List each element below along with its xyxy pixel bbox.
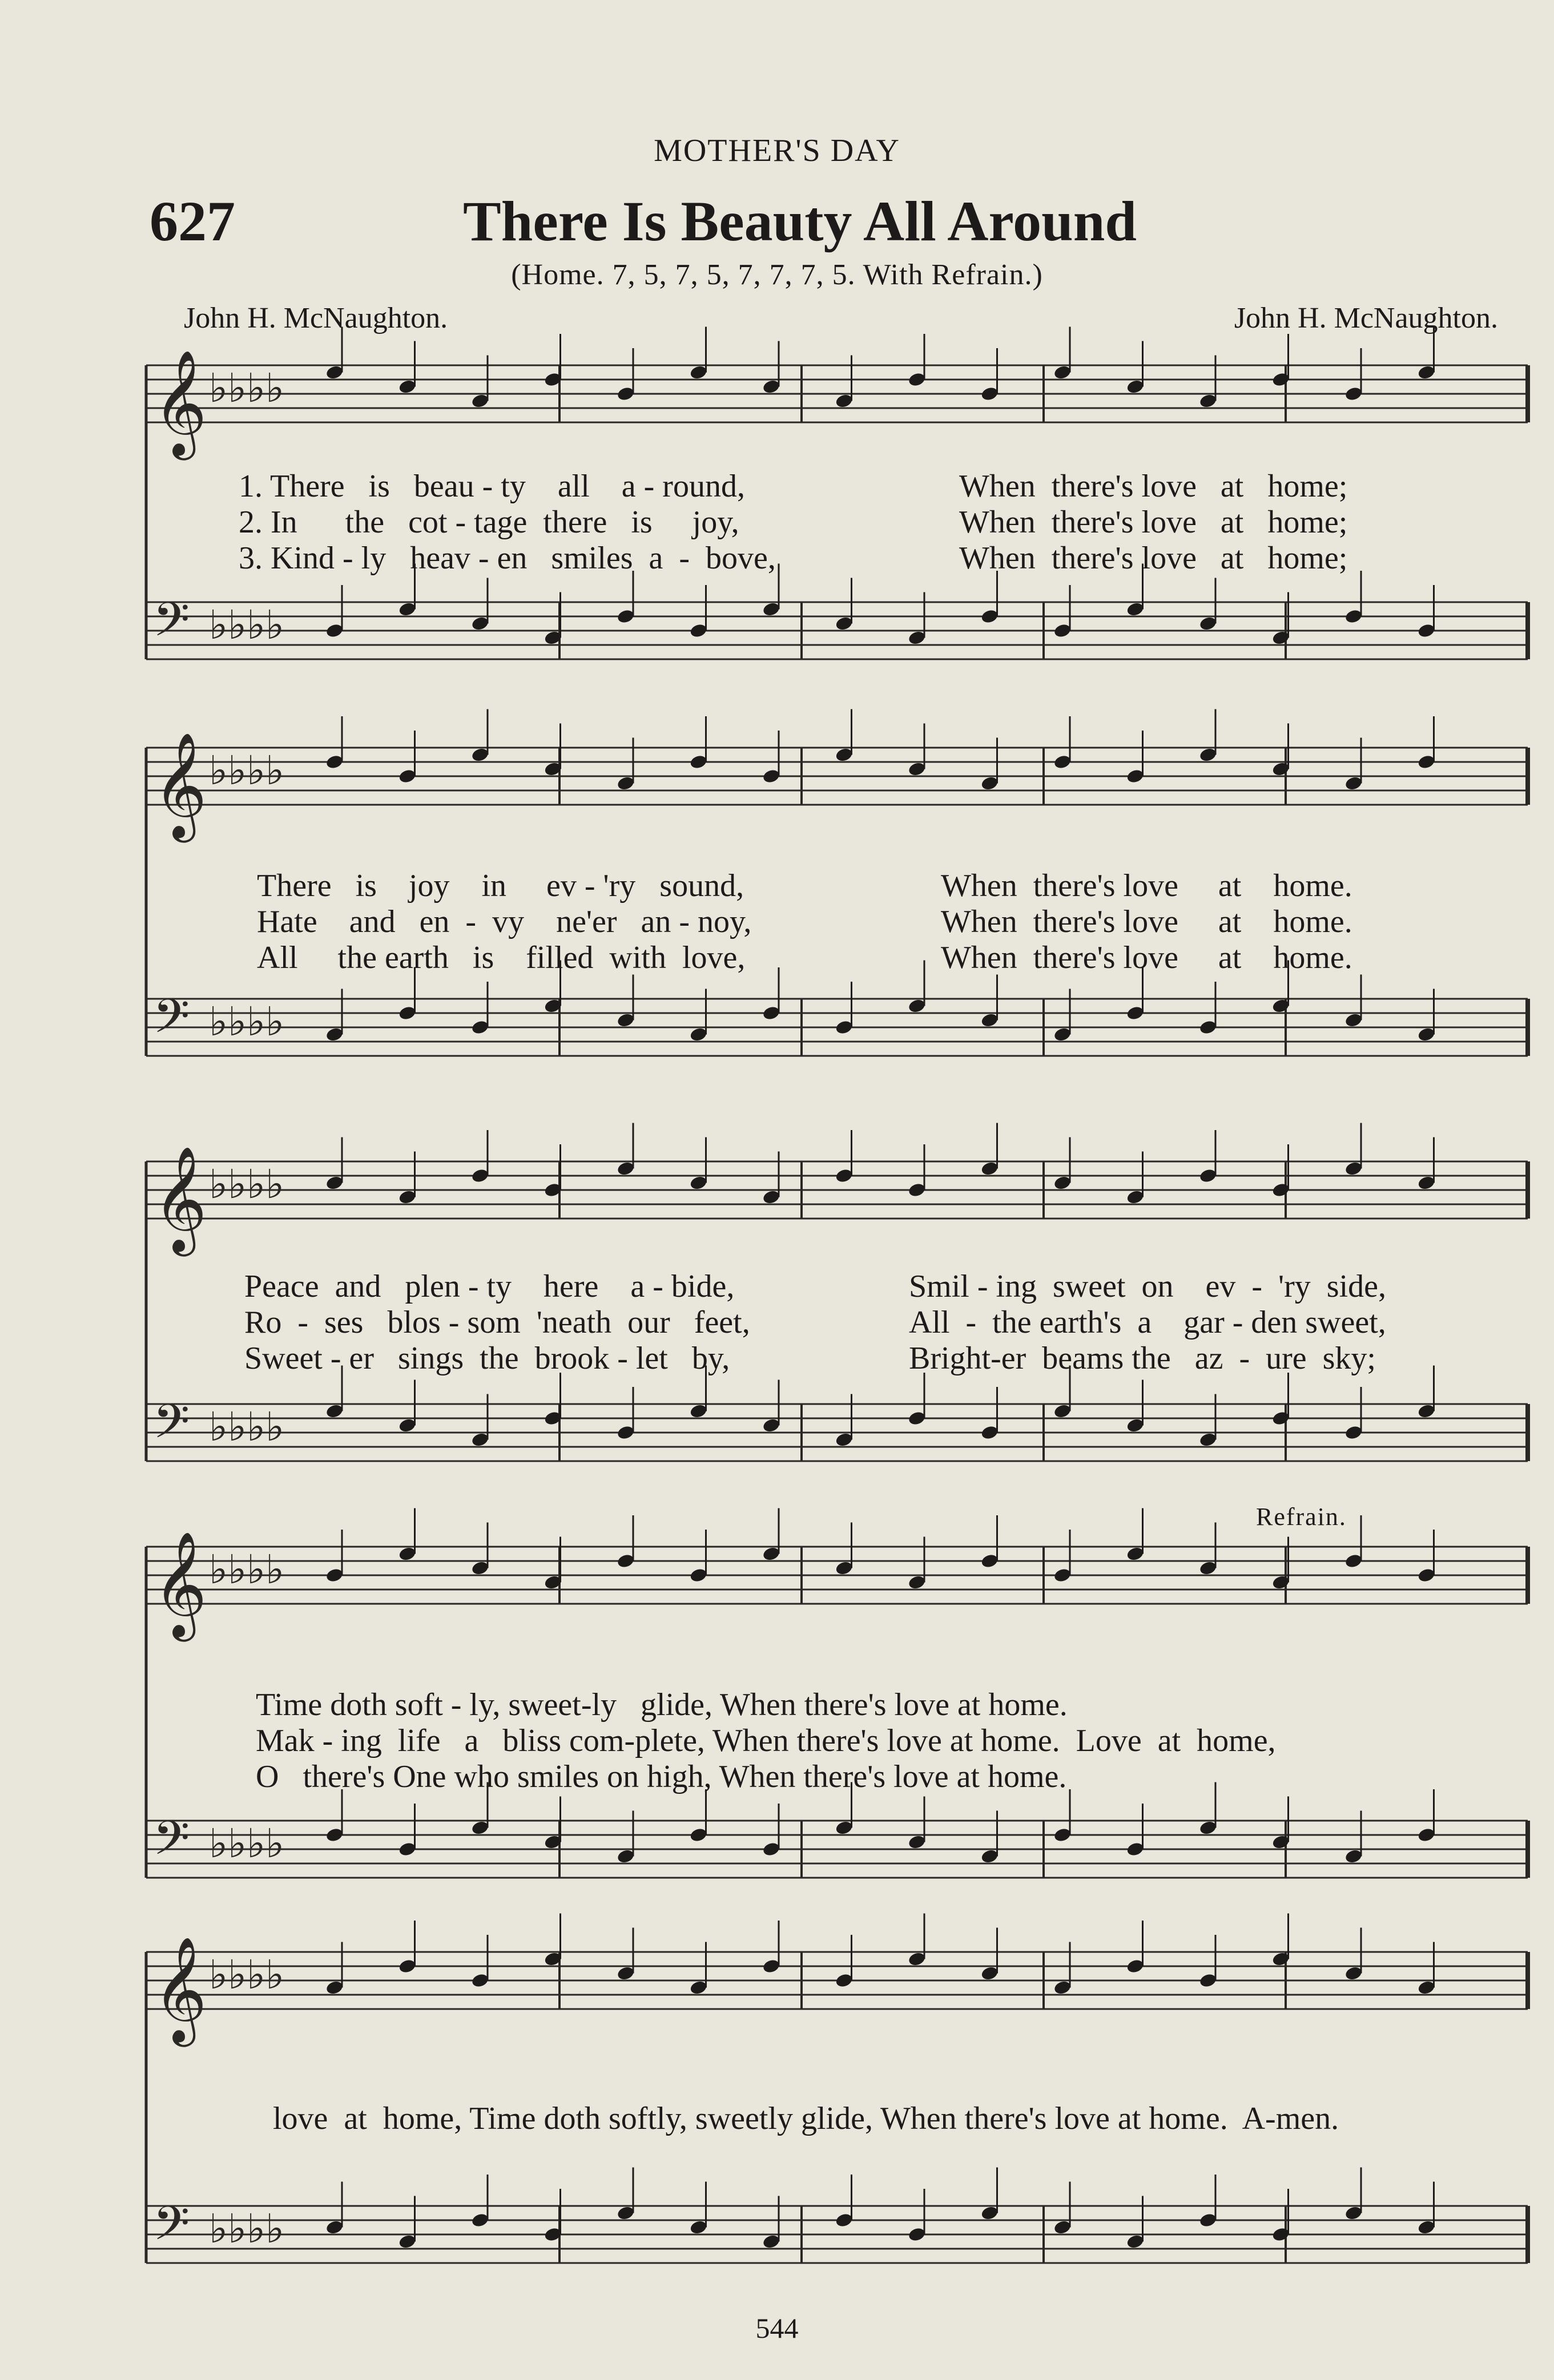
svg-text:♭♭♭♭: ♭♭♭♭	[209, 1951, 285, 1998]
svg-text:𝄢: 𝄢	[153, 989, 190, 1055]
svg-text:𝄢: 𝄢	[153, 1810, 190, 1877]
lyric-line: Sweet - er sings the brook - let by,	[244, 1341, 730, 1376]
lyric-line: Ro - ses blos - som 'neath our feet,	[244, 1305, 750, 1340]
hymn-number: 627	[150, 189, 235, 253]
hymn-title: There Is Beauty All Around	[463, 189, 1137, 253]
page-number: 544	[755, 2312, 799, 2344]
lyric-line: When there's love at home;	[959, 469, 1348, 504]
lyric-line: Smil - ing sweet on ev - 'ry side,	[909, 1269, 1386, 1304]
lyric-line: 3. Kind - ly heav - en smiles a - bove,	[239, 540, 776, 576]
lyric-line: All the earth is filled with love,	[257, 940, 746, 975]
lyric-line: When there's love at home;	[959, 540, 1348, 576]
svg-text:𝄞: 𝄞	[153, 1530, 207, 1637]
svg-text:♭♭♭♭: ♭♭♭♭	[209, 1403, 285, 1450]
svg-text:♭♭♭♭: ♭♭♭♭	[209, 365, 285, 412]
svg-text:𝄞: 𝄞	[153, 731, 207, 838]
lyric-line: 1. There is beau - ty all a - round,	[239, 469, 745, 504]
svg-text:𝄞: 𝄞	[153, 1935, 207, 2042]
svg-text:♭♭♭♭: ♭♭♭♭	[209, 1161, 285, 1208]
section-heading: MOTHER'S DAY	[654, 133, 900, 168]
lyric-line: When there's love at home.	[941, 940, 1352, 975]
svg-text:♭♭♭♭: ♭♭♭♭	[209, 2205, 285, 2252]
lyric-line: Bright-er beams the az - ure sky;	[909, 1341, 1376, 1376]
words-credit: John H. McNaughton.	[184, 302, 448, 334]
meter-line: (Home. 7, 5, 7, 5, 7, 7, 7, 5. With Refrain.)	[511, 259, 1043, 291]
lyric-line: O there's One who smiles on high, When there's love at home.	[256, 1759, 1067, 1794]
lyric-line: When there's love at home.	[941, 868, 1352, 903]
svg-text:♭♭♭♭: ♭♭♭♭	[209, 747, 285, 794]
svg-text:𝄞: 𝄞	[153, 349, 207, 455]
svg-text:𝄢: 𝄢	[153, 1394, 190, 1461]
svg-text:𝄢: 𝄢	[153, 2196, 190, 2262]
lyric-line: All - the earth's a gar - den sweet,	[909, 1305, 1386, 1340]
lyric-line: Mak - ing life a bliss com-plete, When there's love at home. Love at home,	[256, 1723, 1276, 1758]
lyric-line: 2. In the cot - tage there is joy,	[239, 505, 739, 540]
refrain-label: Refrain.	[1256, 1503, 1347, 1531]
lyric-line: Time doth soft - ly, sweet-ly glide, When there's love at home.	[256, 1687, 1068, 1723]
svg-text:♭♭♭♭: ♭♭♭♭	[209, 1546, 285, 1593]
lyric-line: Hate and en - vy ne'er an - noy,	[257, 904, 752, 939]
svg-text:𝄢: 𝄢	[153, 592, 190, 659]
lyric-line: When there's love at home;	[959, 505, 1348, 540]
svg-text:♭♭♭♭: ♭♭♭♭	[209, 1820, 285, 1867]
svg-text:𝄞: 𝄞	[153, 1145, 207, 1252]
music-credit: John H. McNaughton.	[1234, 302, 1498, 334]
lyric-line: love at home, Time doth softly, sweetly glide, When there's love at home. A-men.	[273, 2101, 1339, 2136]
svg-text:♭♭♭♭: ♭♭♭♭	[209, 602, 285, 648]
lyric-line: Peace and plen - ty here a - bide,	[244, 1269, 735, 1304]
lyric-line: There is joy in ev - 'ry sound,	[257, 868, 744, 903]
lyric-line: When there's love at home.	[941, 904, 1352, 939]
svg-text:♭♭♭♭: ♭♭♭♭	[209, 998, 285, 1045]
